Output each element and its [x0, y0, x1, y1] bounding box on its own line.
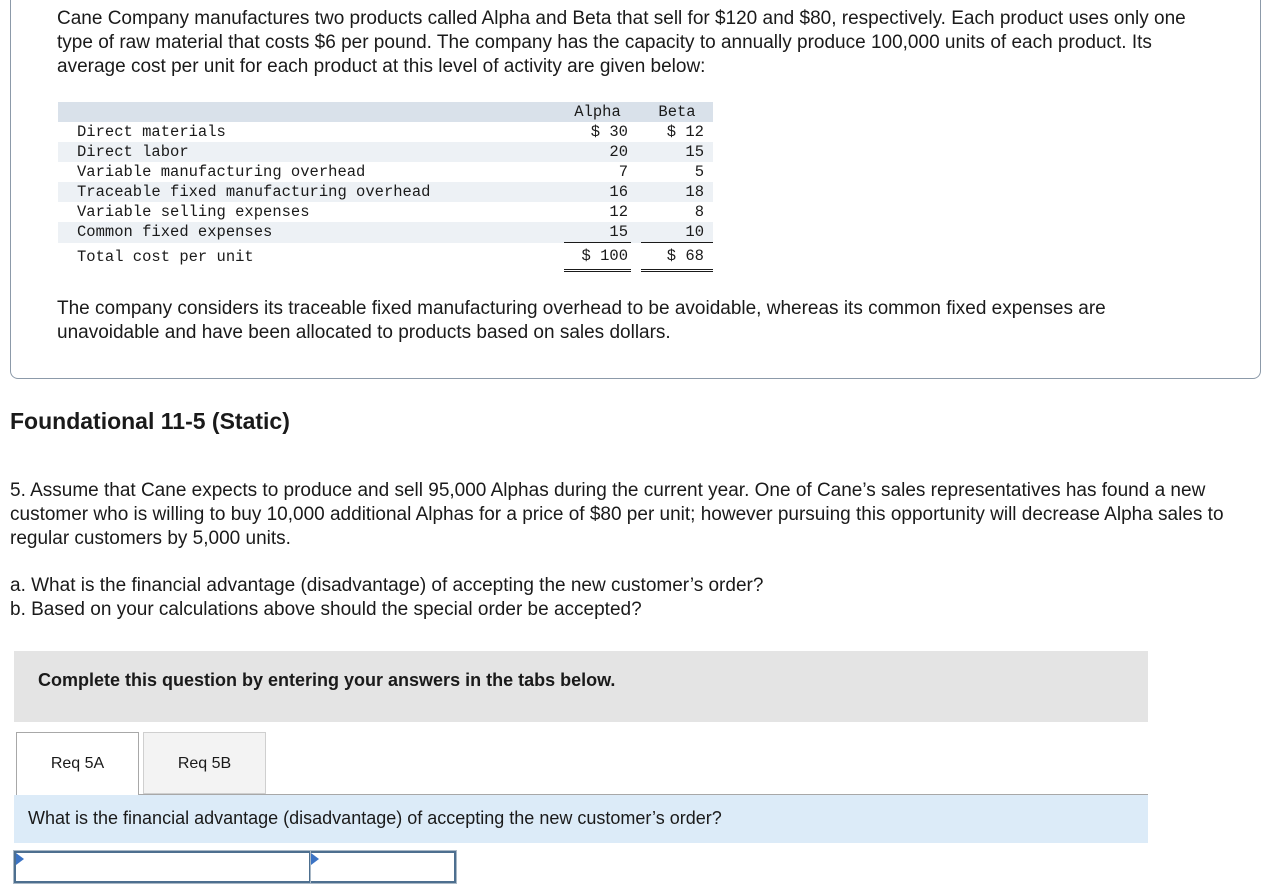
alpha-total: $ 100	[564, 243, 631, 271]
question-text: 5. Assume that Cane expects to produce and sell 95,000 Alphas during the current year. One of Cane’s sales representatives has found a new customer who is willing to buy 10,000 additional Alphas for a price of $80 per unit; however pursuing this opportunity will decrease Alpha sales to regular customers by 5,000 units.	[10, 480, 1224, 549]
row-label: Common fixed expenses	[58, 222, 564, 243]
answer-label-cell	[14, 851, 311, 883]
problem-note: The company considers its traceable fixed manufacturing overhead to be avoidable, whereas its common fixed expenses are unavoidable and have been allocated to products based on sales dollars.	[57, 298, 1106, 343]
section-title: Foundational 11-5 (Static)	[10, 408, 290, 434]
instruction-banner	[14, 651, 1148, 722]
answer-label-input[interactable]	[16, 853, 309, 881]
tab-req-5a[interactable]: Req 5A	[16, 732, 139, 795]
question-parts	[10, 574, 1210, 622]
tab-req-5b[interactable]: Req 5B	[143, 732, 266, 794]
alpha-value: 15	[564, 222, 631, 243]
beta-value: $ 12	[666, 123, 704, 141]
table-total-row	[58, 243, 713, 271]
answer-amount-cell	[311, 851, 456, 883]
table-row	[58, 142, 713, 162]
instruction-text: Complete this question by entering your answers in the tabs below.	[38, 670, 616, 690]
table-row	[58, 202, 713, 222]
table-row	[58, 122, 713, 142]
row-label: Variable manufacturing overhead	[77, 163, 366, 181]
beta-value: 5	[694, 163, 704, 181]
beta-total: $ 68	[641, 243, 713, 271]
answer-row	[14, 851, 456, 883]
table-row	[58, 222, 713, 243]
alpha-value: 12	[609, 203, 628, 221]
prompt-bar	[14, 795, 1148, 843]
table-row	[58, 162, 713, 182]
dropdown-marker-icon	[16, 853, 24, 865]
part-b: b. Based on your calculations above should the special order be accepted?	[10, 599, 642, 620]
row-label: Traceable fixed manufacturing overhead	[58, 182, 564, 202]
cost-per-unit-table	[58, 102, 713, 272]
row-label: Direct labor	[58, 142, 564, 162]
alpha-value: 16	[564, 182, 631, 202]
column-header-alpha: Alpha	[564, 102, 631, 122]
row-label: Variable selling expenses	[77, 203, 310, 221]
table-header-row	[58, 102, 713, 122]
row-label: Direct materials	[77, 123, 226, 141]
part-a: a. What is the financial advantage (disadvantage) of accepting the new customer’s order?	[10, 575, 764, 596]
table-row	[58, 182, 713, 202]
column-header-beta: Beta	[641, 102, 713, 122]
beta-value: 10	[641, 222, 713, 243]
alpha-value: $ 30	[590, 123, 628, 141]
alpha-value: 7	[618, 163, 628, 181]
total-label: Total cost per unit	[58, 243, 564, 271]
beta-value: 15	[641, 142, 713, 162]
dropdown-marker-icon	[311, 853, 319, 865]
answer-amount-input[interactable]	[311, 853, 454, 881]
alpha-value: 20	[564, 142, 631, 162]
problem-intro: Cane Company manufactures two products called Alpha and Beta that sell for $120 and $80, respectively. Each product uses only one type of raw material that costs $6 per pound. The company has the capacity to annually produce 100,000 units of each product. Its average cost per unit for each product at this level of activity are given below:	[57, 8, 1186, 77]
prompt-text: What is the financial advantage (disadvantage) of accepting the new customer’s order?	[28, 808, 722, 828]
beta-value: 8	[694, 203, 704, 221]
beta-value: 18	[641, 182, 713, 202]
